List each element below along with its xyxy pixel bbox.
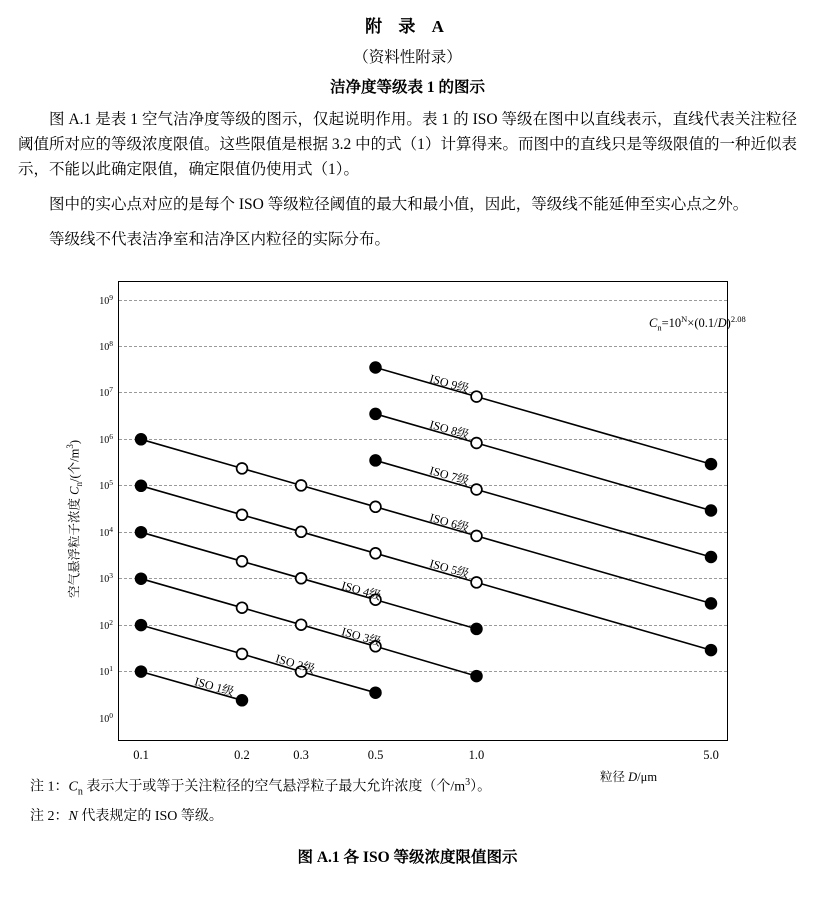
data-point-marker [237, 694, 248, 705]
data-point-marker [370, 408, 381, 419]
data-point-marker [296, 572, 307, 583]
series-label: ISO 2级 [273, 651, 317, 677]
data-point-marker [136, 526, 147, 537]
series-label: ISO 8级 [427, 417, 471, 442]
x-axis-tick-label: 0.3 [293, 747, 309, 762]
y-axis-tick-label: $10^9$ [99, 292, 113, 307]
y-axis-tick-label: $10^0$ [99, 710, 113, 725]
y-axis-tick-label: $10^6$ [99, 431, 113, 447]
plot-area [99, 281, 746, 762]
data-point-marker [296, 619, 307, 630]
data-point-marker [370, 547, 381, 558]
data-point-marker [471, 623, 482, 634]
series-line [376, 367, 712, 464]
series-label: ISO 9级 [427, 370, 471, 396]
data-point-marker [471, 530, 482, 541]
body-paragraph-3: 等级线不代表洁净室和洁净区内粒径的实际分布。 [49, 231, 391, 249]
data-point-marker [237, 555, 248, 566]
data-point-marker [237, 602, 248, 613]
y-axis-tick-label: $10^1$ [99, 663, 113, 679]
series-label: ISO 4级 [340, 577, 383, 603]
y-axis-tick-label: $10^4$ [99, 524, 113, 539]
data-point-marker [706, 551, 717, 562]
data-point-marker [237, 463, 248, 474]
data-point-marker [136, 666, 147, 677]
data-point-marker [296, 480, 307, 491]
page-title: 附 录 A [365, 17, 450, 36]
data-point-marker [370, 501, 381, 512]
series-label: ISO 3级 [340, 624, 383, 649]
body-paragraph-1: 图 A.1 是表 1 空气洁净度等级的图示，仅起说明作用。表 1 的 ISO 等级在图中以直线表示，直线代表关注粒径阈值所对应的等级浓度限值。这些限值是根据 3.2 中的式（1）计算得来。而图中的直线只是等级限值的一种近似表示，不能以此确定限值，确定限值仍使用式（1）。 [18, 111, 797, 179]
note-1: 注 1：$C_n$ 表示大于或等于关注粒径的空气悬浮粒子最大允许浓度（个$/m^3$）。 [30, 776, 492, 797]
series-line [376, 460, 712, 557]
page-subtitle: （资料性附录） [353, 49, 462, 66]
figure-caption: 图 A.1 各 ISO 等级浓度限值图示 [297, 849, 518, 867]
series-line [141, 485, 711, 649]
data-point-marker [370, 687, 381, 698]
data-point-marker [136, 433, 147, 444]
x-axis-title: 粒径 D/μm [600, 769, 658, 784]
document-page [0, 12, 815, 916]
data-point-marker [296, 526, 307, 537]
series-label: ISO 7级 [427, 463, 471, 489]
data-point-marker [370, 362, 381, 373]
series-line [141, 532, 477, 629]
chart-figure [0, 269, 815, 784]
series-line [376, 413, 712, 510]
y-axis-tick-label: $10^8$ [99, 338, 113, 354]
y-axis-tick-label: $10^3$ [99, 571, 113, 586]
y-axis-title: 空气悬浮粒子浓度 $C_n/$(个$/m^3$) [65, 439, 84, 598]
body-paragraph-2: 图中的实心点对应的是每个 ISO 等级粒径阈值的最大和最小值，因此，等级线不能延伸至实心点之外。 [49, 196, 749, 214]
x-axis-tick-label: 0.2 [234, 747, 250, 762]
data-point-marker [237, 509, 248, 520]
x-axis-tick-label: 0.1 [133, 747, 149, 762]
data-point-marker [706, 505, 717, 516]
series-label: ISO 5级 [427, 556, 471, 582]
series-line [141, 439, 711, 603]
y-axis-tick-label: $10^2$ [99, 617, 113, 632]
series-label: ISO 6级 [427, 510, 471, 535]
data-point-marker [237, 648, 248, 659]
series-label: ISO 1级 [193, 674, 237, 700]
data-point-marker [136, 573, 147, 584]
x-axis-tick-label: 1.0 [468, 747, 485, 762]
data-point-marker [706, 644, 717, 655]
x-axis-tick-label: 0.5 [367, 747, 384, 762]
y-axis-tick-label: $10^5$ [99, 478, 113, 493]
data-point-marker [471, 437, 482, 448]
page-subtitle-2: 洁净度等级表 1 的图示 [329, 79, 485, 96]
data-point-marker [471, 670, 482, 681]
data-point-marker [706, 598, 717, 609]
data-point-marker [471, 391, 482, 402]
data-point-marker [471, 484, 482, 495]
data-point-marker [136, 619, 147, 630]
data-point-marker [471, 577, 482, 588]
chart-formula: $C_n=10^N\times(0.1/D)^{2.08}$ [649, 313, 746, 333]
x-axis-tick-label: 5.0 [703, 747, 719, 762]
data-point-marker [706, 458, 717, 469]
data-point-marker [136, 480, 147, 491]
note-2: 注 2：N 代表规定的 ISO 等级。 [30, 808, 223, 824]
data-point-marker [370, 455, 381, 466]
y-axis-tick-label: $10^7$ [99, 385, 113, 400]
chart-series-svg [119, 282, 729, 742]
